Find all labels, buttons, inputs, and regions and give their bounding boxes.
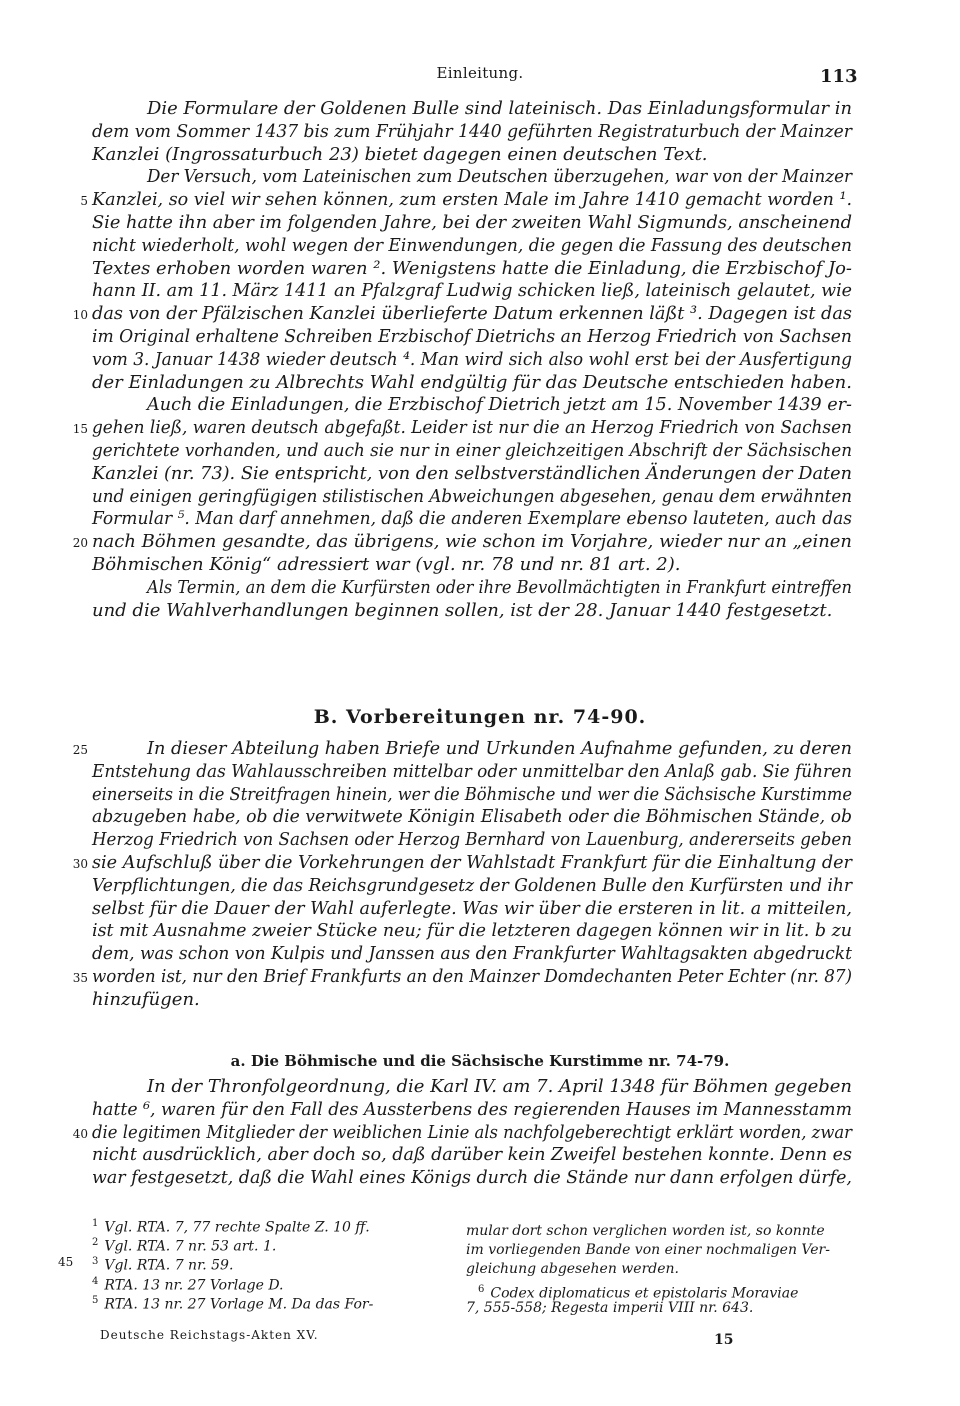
- running-header: Einleitung.: [436, 64, 524, 82]
- text-line: [92, 1144, 852, 1167]
- line-text: sie Aufschluß über die Vorkehrungen der Wahlstadt Frankfurt für die Einhaltung der: [92, 851, 852, 873]
- footnote-line: [92, 1233, 452, 1255]
- footnote-line: [92, 1214, 452, 1236]
- line-text: abzugeben habe, ob die verwitwete Königin Elisabeth oder die Böhmischen Stände, ob: [92, 806, 852, 828]
- line-text: im Original erhaltene Schreiben Erzbischof Dietrichs an Herzog Friedrich von Sachsen: [92, 325, 852, 347]
- text-line: [92, 943, 852, 966]
- line-text: In der Thronfolgeordnung, die Karl IV. am 7. April 1348 für Böhmen gegeben: [147, 1076, 853, 1097]
- line-number: 5: [80, 194, 88, 209]
- footnote-text: Vgl. RTA. 7 nr. 53 art. 1.: [104, 1238, 277, 1255]
- text-line: [92, 144, 852, 167]
- footnote-marker: 1: [92, 1218, 99, 1229]
- line-text: Sie hatte ihn aber im folgenden Jahre, bei der zweiten Wahl Sigmunds, anscheinend: [92, 211, 852, 233]
- line-number: 40: [72, 1126, 88, 1141]
- text-line: [92, 829, 852, 852]
- line-text: vom 3. Januar 1438 wieder deutsch ⁴. Man wird sich also wohl erst bei der Ausfertigung: [92, 348, 853, 370]
- line-number: 15: [72, 422, 88, 437]
- line-text: dem vom Sommer 1437 bis zum Frühjahr 1440 geführten Registraturbuch der Mainzer: [92, 120, 852, 142]
- text-line: [92, 1076, 852, 1099]
- line-text: und die Wahlverhandlungen beginnen sollen, ist der 28. Januar 1440 festgesetzt.: [92, 599, 833, 621]
- line-text: Als Termin, an dem die Kurfürsten oder ihre Bevollmächtigten in Frankfurt eintreffen: [147, 576, 852, 598]
- footnote-text: Vgl. RTA. 7 nr. 59.: [104, 1258, 234, 1275]
- line-text: Böhmischen König“ adressiert war (vgl. nr. 78 und nr. 81 art. 2).: [92, 553, 681, 575]
- text-line: [92, 577, 852, 600]
- footer-sheet-number: 15: [714, 1332, 734, 1348]
- text-line: [92, 761, 852, 784]
- footnote-text: RTA. 13 nr. 27 Vorlage M. Da das For-: [104, 1296, 374, 1313]
- text-line: [92, 166, 852, 189]
- line-text: Kanzlei (nr. 73). Sie entspricht, von den selbstverständlichen Änderungen der Daten: [92, 462, 853, 484]
- text-line: [92, 898, 852, 921]
- text-line: [92, 212, 852, 235]
- footnotes-left-column: [58, 1214, 452, 1313]
- line-number: 25: [72, 743, 88, 757]
- line-text: Herzog Friedrich von Sachsen oder Herzog Bernhard von Lauenburg, andererseits geben: [92, 829, 852, 851]
- footer-signature: Deutsche Reichstags-Akten XV.: [100, 1328, 319, 1342]
- line-number: 20: [72, 536, 88, 551]
- line-text: nach Böhmen gesandte, das übrigens, wie schon im Vorjahre, wieder nur an „einen: [92, 531, 853, 553]
- line-text: das von der Pfälzischen Kanzlei überlieferte Datum erkennen läßt ³. Dagegen ist das: [92, 303, 852, 325]
- text-line: [92, 989, 852, 1012]
- text-line: [72, 417, 852, 440]
- section-heading: B. Vorbereitungen nr. 74-90.: [313, 706, 647, 728]
- text-line: [92, 1099, 852, 1122]
- text-line: [92, 326, 852, 349]
- text-line: [92, 98, 852, 121]
- line-text: gehen ließ, waren deutsch abgefaßt. Leider ist nur die an Herzog Friedrich von Sachsen: [92, 417, 852, 439]
- footnote-line: [466, 1299, 866, 1318]
- text-line: [92, 784, 852, 807]
- line-text: dem, was schon von Kulpis und Janssen aus den Frankfurter Wahltagsakten abgedruckt: [92, 943, 852, 965]
- footnote-text: 7, 555-558; Regesta imperii VIII nr. 643.: [466, 1299, 754, 1316]
- footnote-line: [466, 1260, 866, 1279]
- text-line: [92, 554, 852, 577]
- line-text: nicht ausdrücklich, aber doch so, daß darüber kein Zweifel bestehen konnte. Denn es: [92, 1144, 852, 1166]
- text-line: [92, 508, 852, 531]
- footnote-marker: 3: [92, 1256, 99, 1268]
- text-line: [92, 258, 852, 281]
- line-text: worden ist, nur den Brief Frankfurts an den Mainzer Domdechanten Peter Echter (nr. 87): [92, 965, 852, 987]
- line-number: 30: [72, 856, 88, 871]
- footnote-marker: 2: [92, 1237, 99, 1249]
- text-line: [92, 349, 852, 372]
- line-text: selbst für die Dauer der Wahl auferlegte. Was wir über die ersteren in lit. a mitteilen,: [92, 897, 852, 919]
- footnote-line: [466, 1241, 866, 1260]
- text-line: [92, 280, 852, 303]
- footnote-text: mular dort schon verglichen worden ist, so konnte: [466, 1223, 825, 1239]
- line-text: hann II. am 11. März 1411 an Pfalzgraf Ludwig schicken ließ, lateinisch gelautet, wie: [92, 280, 853, 302]
- line-text: war festgesetzt, daß die Wahl eines Königs durch die Stände nur dann erfolgen dürfe,: [92, 1167, 852, 1189]
- line-text: und einigen geringfügigen stilistischen Abweichungen abgesehen, genau dem erwähnten: [92, 485, 852, 507]
- text-line: [92, 394, 852, 417]
- text-line: [72, 531, 853, 554]
- footnote-marker: 5: [92, 1294, 99, 1306]
- paragraph-block-3: [72, 1076, 853, 1190]
- text-line: [92, 1167, 852, 1190]
- paragraph-block-1: [72, 98, 853, 622]
- line-text: Verpflichtungen, die das Reichsgrundgesetz der Goldenen Bulle den Kurfürsten und ihr: [92, 874, 853, 896]
- line-text: Der Versuch, vom Lateinischen zum Deutschen überzugehen, war von der Mainzer: [147, 166, 853, 188]
- footnote-marker: 4: [92, 1275, 99, 1287]
- text-line: [92, 875, 852, 898]
- footnote-line: [58, 1252, 452, 1275]
- line-text: Textes erhoben worden waren ². Wenigstens hatte die Einladung, die Erzbischof Jo-: [92, 257, 852, 279]
- text-line: [92, 463, 852, 486]
- line-text: ist mit Ausnahme zweier Stücke neu; für die letzteren dagegen können wir in lit. b zu: [92, 920, 853, 942]
- line-text: der Einladungen zu Albrechts Wahl endgültig für das Deutsche entschieden haben.: [92, 371, 852, 393]
- footnote-line: [92, 1291, 452, 1313]
- footnote-line: [92, 1272, 452, 1294]
- line-text: hinzufügen.: [92, 988, 200, 1010]
- footnote-text: RTA. 13 nr. 27 Vorlage D.: [104, 1277, 284, 1294]
- text-line: [80, 189, 853, 212]
- text-line: [72, 738, 852, 761]
- line-number: 45: [58, 1255, 74, 1270]
- footnote-text: im vorliegenden Bande von einer nochmaligen Ver-: [466, 1242, 830, 1259]
- footnote-marker: 6: [478, 1283, 485, 1295]
- text-line: [92, 121, 852, 144]
- footnote-text: Codex diplomaticus et epistolaris Moraviae: [490, 1285, 799, 1302]
- text-line: [92, 440, 852, 463]
- line-text: Die Formulare der Goldenen Bulle sind lateinisch. Das Einladungsformular in: [147, 98, 853, 119]
- footnote-line: [466, 1280, 866, 1302]
- text-line: [72, 303, 852, 326]
- line-text: Kanzlei, so viel wir sehen können, zum ersten Male im Jahre 1410 gemacht worden ¹.: [92, 189, 853, 211]
- paragraph-block-2: [72, 738, 853, 1012]
- footnote-line: [466, 1222, 866, 1241]
- text-line: [92, 486, 852, 509]
- line-text: die legitimen Mitglieder der weiblichen Linie als nachfolgeberechtigt erklärt worden, zwar: [92, 1121, 853, 1143]
- line-text: Auch die Einladungen, die Erzbischof Dietrich jetzt am 15. November 1439 er-: [147, 394, 853, 416]
- line-text: hatte ⁶, waren für den Fall des Aussterbens des regierenden Hauses im Mannesstamm: [92, 1098, 852, 1120]
- text-line: [92, 920, 852, 943]
- line-text: Formular ⁵. Man darf annehmen, daß die anderen Exemplare ebenso lauteten, auch das: [92, 508, 852, 530]
- footnote-text: Vgl. RTA. 7, 77 rechte Spalte Z. 10 ff.: [104, 1219, 370, 1236]
- line-text: einerseits in die Streitfragen hinein, wer die Böhmische und wer die Sächsische Kurstimme: [92, 783, 853, 805]
- line-number: 10: [72, 308, 88, 323]
- text-line: [92, 372, 852, 395]
- line-text: Kanzlei (Ingrossaturbuch 23) bietet dagegen einen deutschen Text.: [92, 143, 708, 165]
- text-line: [72, 851, 852, 875]
- text-line: [92, 235, 852, 258]
- text-line: [72, 1121, 853, 1145]
- text-line: [92, 806, 852, 829]
- subsection-heading: a. Die Böhmische und die Sächsische Kurstimme nr. 74-79.: [230, 1052, 730, 1070]
- line-text: gerichtete vorhanden, und auch sie nur in einer gleichzeitigen Abschrift der Sächsischen: [92, 439, 852, 461]
- line-number: 35: [72, 970, 88, 985]
- line-text: Entstehung das Wahlausschreiben mittelbar oder unmittelbar den Anlaß gab. Sie führen: [92, 760, 852, 782]
- text-line: [72, 965, 852, 989]
- line-text: nicht wiederholt, wohl wegen der Einwendungen, die gegen die Fassung des deutschen: [92, 234, 853, 256]
- footnotes-right-column: [466, 1222, 866, 1318]
- footnote-text: gleichung abgesehen werden.: [466, 1261, 679, 1278]
- text-line: [92, 600, 852, 623]
- page-number: 113: [820, 66, 858, 87]
- line-text: In dieser Abteilung haben Briefe und Urkunden Aufnahme gefunden, zu deren: [147, 738, 852, 759]
